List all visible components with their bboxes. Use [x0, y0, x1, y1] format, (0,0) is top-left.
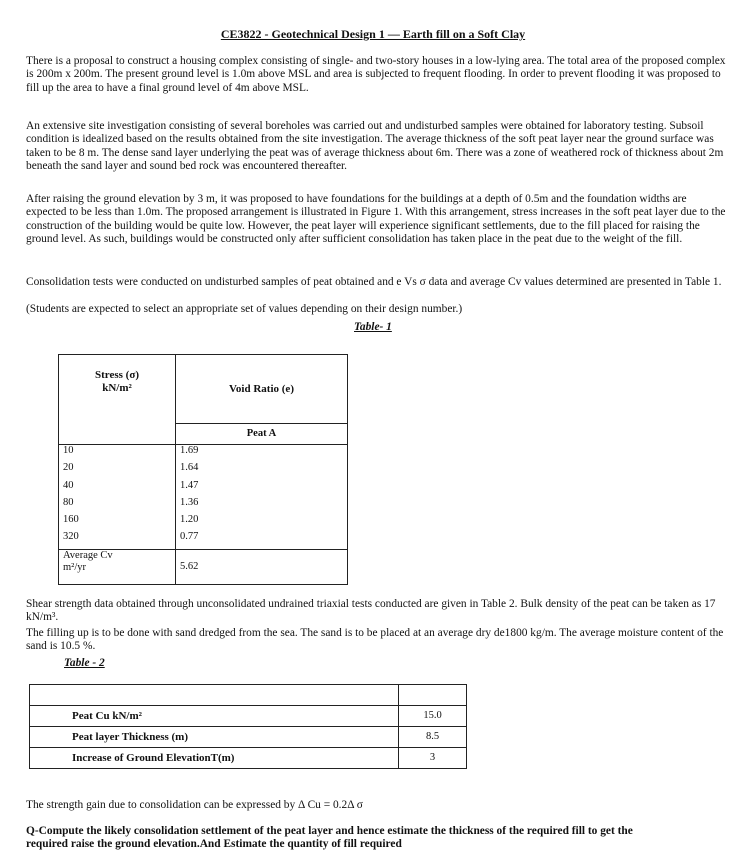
cv-label-cell — [59, 550, 176, 585]
stress-value: 40 — [63, 479, 74, 491]
void-ratio-value: 0.77 — [180, 531, 199, 543]
cv-label: Average Cv — [63, 550, 113, 561]
table2-caption: Table - 2 — [64, 657, 105, 669]
table-row — [30, 748, 467, 769]
stress-value: 10 — [63, 445, 74, 456]
stress-value: 320 — [63, 531, 79, 543]
header-stress-unit: kN/m² — [102, 381, 132, 394]
paragraph-site-investigation: An extensive site investigation consisting of several boreholes was carried out and undisturbed samples were obtained for laboratory testing. Subsoil condition is idealized based on the results obtained from the site investigation. The average thickness of the soft peat layer near the ground surface was taken to be 8 m. The dense sand layer underlying the peat was of average thickness about 6m. There was a zone of weathered rock of thickness about 2m beneath the sand layer and sound bed rock was encountered thereafter. — [26, 120, 724, 173]
stress-value: 80 — [63, 496, 74, 508]
header-void-ratio: Void Ratio (e) — [176, 355, 348, 424]
paragraph-strength-gain: The strength gain due to consolidation can be expressed by Δ Cu = 0.2Δ σ — [26, 799, 363, 811]
stress-value: 160 — [63, 514, 79, 526]
table-row — [30, 706, 467, 727]
void-ratio-values-cell — [176, 445, 348, 550]
empty-cell — [30, 685, 399, 706]
header-stress — [59, 355, 176, 445]
void-ratio-value: 1.36 — [180, 496, 199, 508]
row-label: Peat Cu kN/m² — [30, 706, 399, 727]
row-value: 15.0 — [399, 706, 467, 727]
cv-unit: m²/yr — [63, 562, 86, 574]
shear-strength-table — [29, 684, 467, 769]
row-value: 8.5 — [399, 727, 467, 748]
consolidation-table — [58, 354, 348, 585]
paragraph-filling: The filling up is to be done with sand dredged from the sea. The sand is to be placed at an average dry de1800 kg/m. The average moisture content of the sand is 10.5 %. — [26, 627, 724, 653]
void-ratio-value: 1.64 — [180, 462, 199, 474]
paragraph-shear-strength: Shear strength data obtained through unconsolidated undrained triaxial tests conducted are given in Table 2. Bulk density of the peat can be taken as 17 kN/m³. — [26, 598, 716, 624]
empty-cell — [399, 685, 467, 706]
row-value: 3 — [399, 748, 467, 769]
header-stress-label: Stress (σ) — [95, 369, 139, 381]
table-row — [30, 685, 467, 706]
void-ratio-value: 1.47 — [180, 479, 199, 491]
subheader-peat-a: Peat A — [176, 424, 348, 445]
table-row — [30, 727, 467, 748]
stress-values-cell — [59, 445, 176, 550]
row-label: Peat layer Thickness (m) — [30, 727, 399, 748]
paragraph-project-description: There is a proposal to construct a housing complex consisting of single- and two-story houses in a low-lying area. The total area of the proposed complex is 200m x 200m. The present ground level is 1.0m above MSL and area is subjected to frequent flooding. In order to prevent flooding it was proposed to fill up the area to have a final ground level of 4m above MSL. — [26, 55, 726, 94]
stress-value: 20 — [63, 462, 74, 474]
paragraph-student-note: (Students are expected to select an appropriate set of values depending on their design number.) — [26, 303, 463, 315]
paragraph-consolidation-tests: Consolidation tests were conducted on undisturbed samples of peat obtained and e Vs σ data and average Cv values determined are presented in Table 1. — [26, 276, 722, 288]
row-label: Increase of Ground ElevationT(m) — [30, 748, 399, 769]
cv-value: 5.62 — [176, 550, 348, 585]
table1-caption: Table- 1 — [354, 321, 392, 333]
document-title: CE3822 - Geotechnical Design 1 — Earth fill on a Soft Clay — [220, 27, 526, 41]
question-text: Q-Compute the likely consolidation settlement of the peat layer and hence estimate the thickness of the required fill to get the required raise the ground elevation.And Estimate the quantity of fill required — [26, 825, 633, 851]
paragraph-foundation-arrangement: After raising the ground elevation by 3 m, it was proposed to have foundations for the buildings at a depth of 0.5m and the foundation widths are expected to be less than 1.0m. The proposed arrangement is illustrated in Figure 1. With this arrangement, stress increases in the soft peat layer due to the construction of the building would be quite low. However, the peat layer will experience significant settlements, due to the fill placed for raising the ground level. As such, buildings would be constructed only after sufficient consolidation has taken place in the peat due to the weight of the fill. — [26, 193, 726, 246]
void-ratio-value: 1.20 — [180, 514, 199, 526]
void-ratio-value: 1.69 — [180, 445, 199, 456]
